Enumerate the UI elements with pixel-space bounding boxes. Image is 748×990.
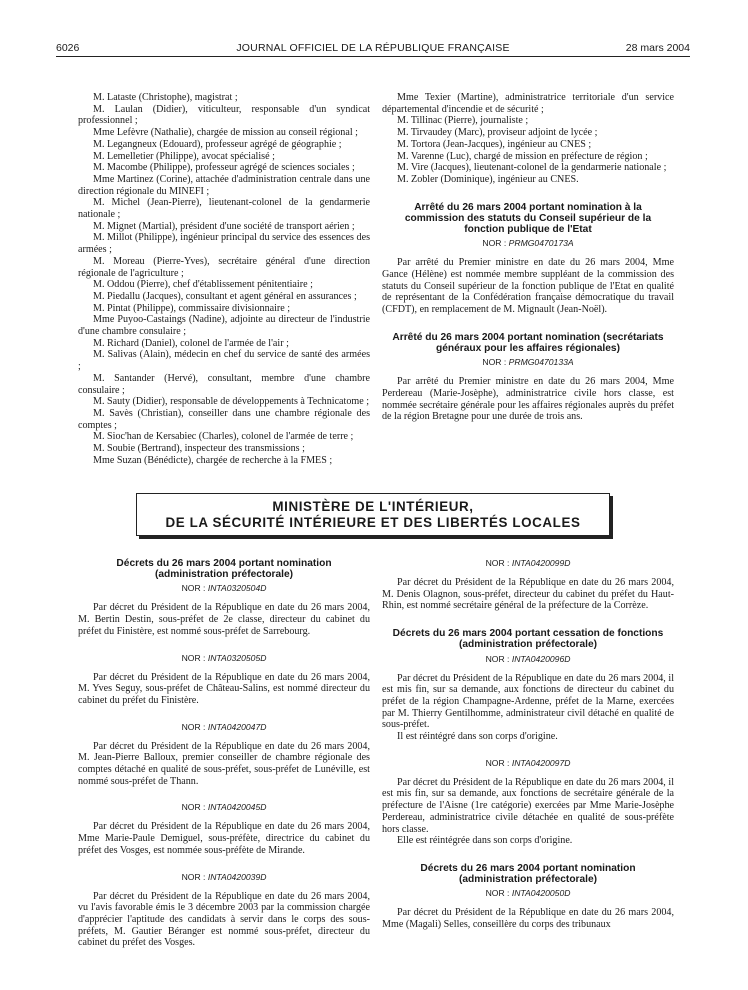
list-item: M. Macombe (Philippe), professeur agrégé de sciences sociales ;	[93, 162, 355, 174]
list-item: M. Oddou (Pierre), chef d'établissement pénitentiaire ;	[93, 279, 313, 291]
arrete-secretariats	[382, 332, 674, 423]
list-item: Mme Texier (Martine), administratrice territoriale d'un service départemental d'incendie et de sécurité ;	[382, 92, 674, 115]
list-item: M. Richard (Daniel), colonel de l'armée de l'air ;	[93, 337, 289, 349]
list-item: Mme Puyoo-Castaings (Nadine), adjointe au directeur de l'industrie d'une chambre consulaire ;	[78, 314, 370, 338]
list-item: M. Soubie (Bertrand), inspecteur des transmissions ;	[93, 443, 305, 455]
issue-date: 28 mars 2004	[625, 42, 690, 54]
article-body: Il est réintégré dans son corps d'origine.	[397, 731, 558, 743]
list-item: M. Varenne (Luc), chargé de mission en préfecture de région ;	[397, 150, 648, 162]
nor-reference: NOR : INTA0420099D	[485, 558, 571, 568]
article-body: Par décret du Président de la République en date du 26 mars 2004, M. Yves Seguy, sous-préfet de Château-Salins, est nommé directeur du cabinet du préfet du Finistère.	[78, 671, 370, 706]
article-body: Par décret du Président de la République en date du 26 mars 2004, M. Denis Olagnon, sous-préfet, directeur du cabinet du préfet du Haut-Rhin, est nommé secrétaire général de la préfecture de la Corrèze.	[382, 577, 674, 612]
list-column-right	[382, 92, 674, 423]
article-body: Elle est réintégrée dans son corps d'origine.	[397, 835, 573, 847]
list-item: M. Tortora (Jean-Jacques), ingénieur au CNES ;	[397, 138, 592, 150]
list-item: M. Vire (Jacques), lieutenant-colonel de la gendarmerie nationale ;	[397, 162, 667, 174]
nor-reference: NOR : INTA0420047D	[181, 721, 267, 732]
nor-reference: NOR : INTA0420039D	[181, 871, 267, 882]
page-header	[56, 42, 690, 57]
list-item: M. Piedallu (Jacques), consultant et agent général en assurances ;	[93, 290, 357, 302]
section-title: Décrets du 26 mars 2004 portant cessation de fonctions (administration préfectorale)	[392, 628, 664, 651]
ministry-line-2: DE LA SÉCURITÉ INTÉRIEURE ET DES LIBERTÉS LOCALES	[165, 515, 581, 530]
list-item: Mme Lefèvre (Nathalie), chargée de mission au conseil régional ;	[93, 127, 358, 139]
section-title: Arrêté du 26 mars 2004 portant nomination (secrétariats généraux pour les affaires régionales)	[392, 331, 664, 354]
article-body: Par décret du Président de la République en date du 26 mars 2004, il est mis fin, sur sa demande, aux fonctions de directeur du cabinet du préfet de la région Champagne-Ardenne, préfet de la Marne, exercées par M. Thierry Gentilhomme, administrateur civil détaché en qualité de sous-préfet.	[382, 672, 674, 731]
list-item: M. Lemelletier (Philippe), avocat spécialisé ;	[93, 150, 275, 162]
list-item: M. Tillinac (Pierre), journaliste ;	[397, 115, 529, 127]
page-number: 6026	[56, 42, 80, 54]
list-item: M. Tirvaudey (Marc), proviseur adjoint de lycée ;	[397, 127, 598, 139]
article-body: Par décret du Président de la République en date du 26 mars 2004, vu l'avis favorable émis le 3 décembre 2003 par la commission chargée d'apprécier l'aptitude des candidats à servir dans le corps des sous-préfets, M. Gautier Béranger est nommé sous-préfet, directeur du cabinet du préfet des Vosges.	[78, 890, 370, 949]
article-body: Par décret du Président de la République en date du 26 mars 2004, M. Bertin Destin, sous-préfet de 2e classe, directeur du cabinet du préfet du Finistère, est nommé sous-préfet de Sarrebourg.	[78, 602, 370, 637]
list-item: M. Savès (Christian), conseiller dans une chambre régionale des comptes ;	[78, 407, 370, 431]
list-item: M. Moreau (Pierre-Yves), secrétaire général d'une direction régionale de l'agriculture ;	[78, 255, 370, 279]
list-item: M. Laulan (Didier), viticulteur, responsable d'un syndicat professionnel ;	[78, 103, 370, 127]
nor-reference: NOR : INTA0420050D	[485, 888, 571, 899]
nor-reference: NOR : PRMG0470133A	[482, 357, 574, 368]
article-body: Par arrêté du Premier ministre en date du 26 mars 2004, Mme Perdereau (Marie-Josèphe), administratrice civile hors classe, est nommée secrétaire générale pour les affaires régionales auprès du préfet de la région Bretagne pour une durée de trois ans.	[382, 376, 674, 423]
list-item: M. Sauty (Didier), responsable de développements à Technicatome ;	[93, 396, 370, 408]
list-item: M. Mignet (Martial), président d'une société de transport aérien ;	[93, 220, 355, 232]
list-item: M. Millot (Philippe), ingénieur principal du service des essences des armées ;	[78, 232, 370, 256]
nor-reference: NOR : INTA0320505D	[181, 652, 267, 663]
nor-reference: NOR : INTA0420045D	[181, 802, 267, 813]
list-item: M. Michel (Jean-Pierre), lieutenant-colonel de la gendarmerie nationale ;	[78, 197, 370, 221]
list-item: Mme Martinez (Corine), attachée d'administration centrale dans une direction régionale du MINEFI ;	[78, 173, 370, 197]
decrets-right-column	[382, 558, 674, 931]
list-item: M. Santander (Hervé), consultant, membre d'une chambre consulaire ;	[78, 372, 370, 396]
nor-reference: NOR : INTA0320504D	[181, 583, 267, 594]
section-title: Décrets du 26 mars 2004 portant nomination (administration préfectorale)	[420, 862, 636, 886]
list-item: M. Lataste (Christophe), magistrat ;	[93, 92, 238, 103]
nor-reference: NOR : INTA0420096D	[485, 653, 571, 664]
article-body: Par décret du Président de la République en date du 26 mars 2004, il est mis fin, sur sa demande, aux fonctions de secrétaire générale de la préfecture de l'Aisne (1re catégorie) exercées par Mme Marie-Josèphe Perdereau, administratrice civile détachée en qualité de sous-préfète hors classe.	[382, 776, 674, 835]
list-column-left	[78, 92, 370, 467]
nor-reference: NOR : INTA0420097D	[485, 757, 571, 768]
list-item: M. Pintat (Philippe), commissaire divisionnaire ;	[93, 302, 291, 314]
list-item: M. Legangneux (Edouard), professeur agrégé de géographie ;	[93, 138, 342, 150]
decrets-nomination-2	[382, 863, 674, 931]
list-item: M. Sioc'han de Kersabiec (Charles), colonel de l'armée de terre ;	[93, 431, 354, 443]
ministry-banner	[136, 493, 610, 536]
journal-title: JOURNAL OFFICIEL DE LA RÉPUBLIQUE FRANÇAISE	[236, 42, 510, 54]
article-body: Par arrêté du Premier ministre en date du 26 mars 2004, Mme Gance (Hélène) est nommée membre suppléant de la commission des statuts du Conseil supérieur de la fonction publique de l'Etat en qualité de représentant de la Confédération française démocratique du travail (CFDT), en remplacement de M. Mignault (Jean-Noël).	[382, 257, 674, 316]
section-title: Arrêté du 26 mars 2004 portant nomination à la commission des statuts du Conseil supérieur de la fonction publique de l'Etat	[404, 201, 652, 236]
decrets-cessation	[382, 628, 674, 847]
decrets-nomination	[78, 558, 370, 949]
arrete-conseil-superieur	[382, 202, 674, 316]
article-body: Par décret du Président de la République en date du 26 mars 2004, Mme (Magali) Selles, conseillère du corps des tribunaux	[382, 907, 674, 931]
section-title: Décrets du 26 mars 2004 portant nomination (administration préfectorale)	[116, 558, 332, 581]
article-body: Par décret du Président de la République en date du 26 mars 2004, Mme Marie-Paule Demiguel, sous-préfète, directrice du cabinet du préfet des Vosges, est nommée sous-préfète de Mirande.	[78, 821, 370, 856]
list-item: Mme Suzan (Bénédicte), chargée de recherche à la FMES ;	[93, 454, 333, 466]
list-item: M. Zobler (Dominique), ingénieur au CNES.	[397, 173, 579, 185]
list-item: M. Salivas (Alain), médecin en chef du service de santé des armées ;	[78, 349, 370, 373]
ministry-line-1: MINISTÈRE DE L'INTÉRIEUR,	[272, 499, 474, 514]
nor-reference: NOR : PRMG0470173A	[482, 238, 574, 249]
article-body: Par décret du Président de la République en date du 26 mars 2004, M. Jean-Pierre Balloux, premier conseiller de chambre régionale des comptes détaché en qualité de sous-préfet, sous-préfet de Lunéville, est nommé sous-préfet de Thann.	[78, 740, 370, 787]
